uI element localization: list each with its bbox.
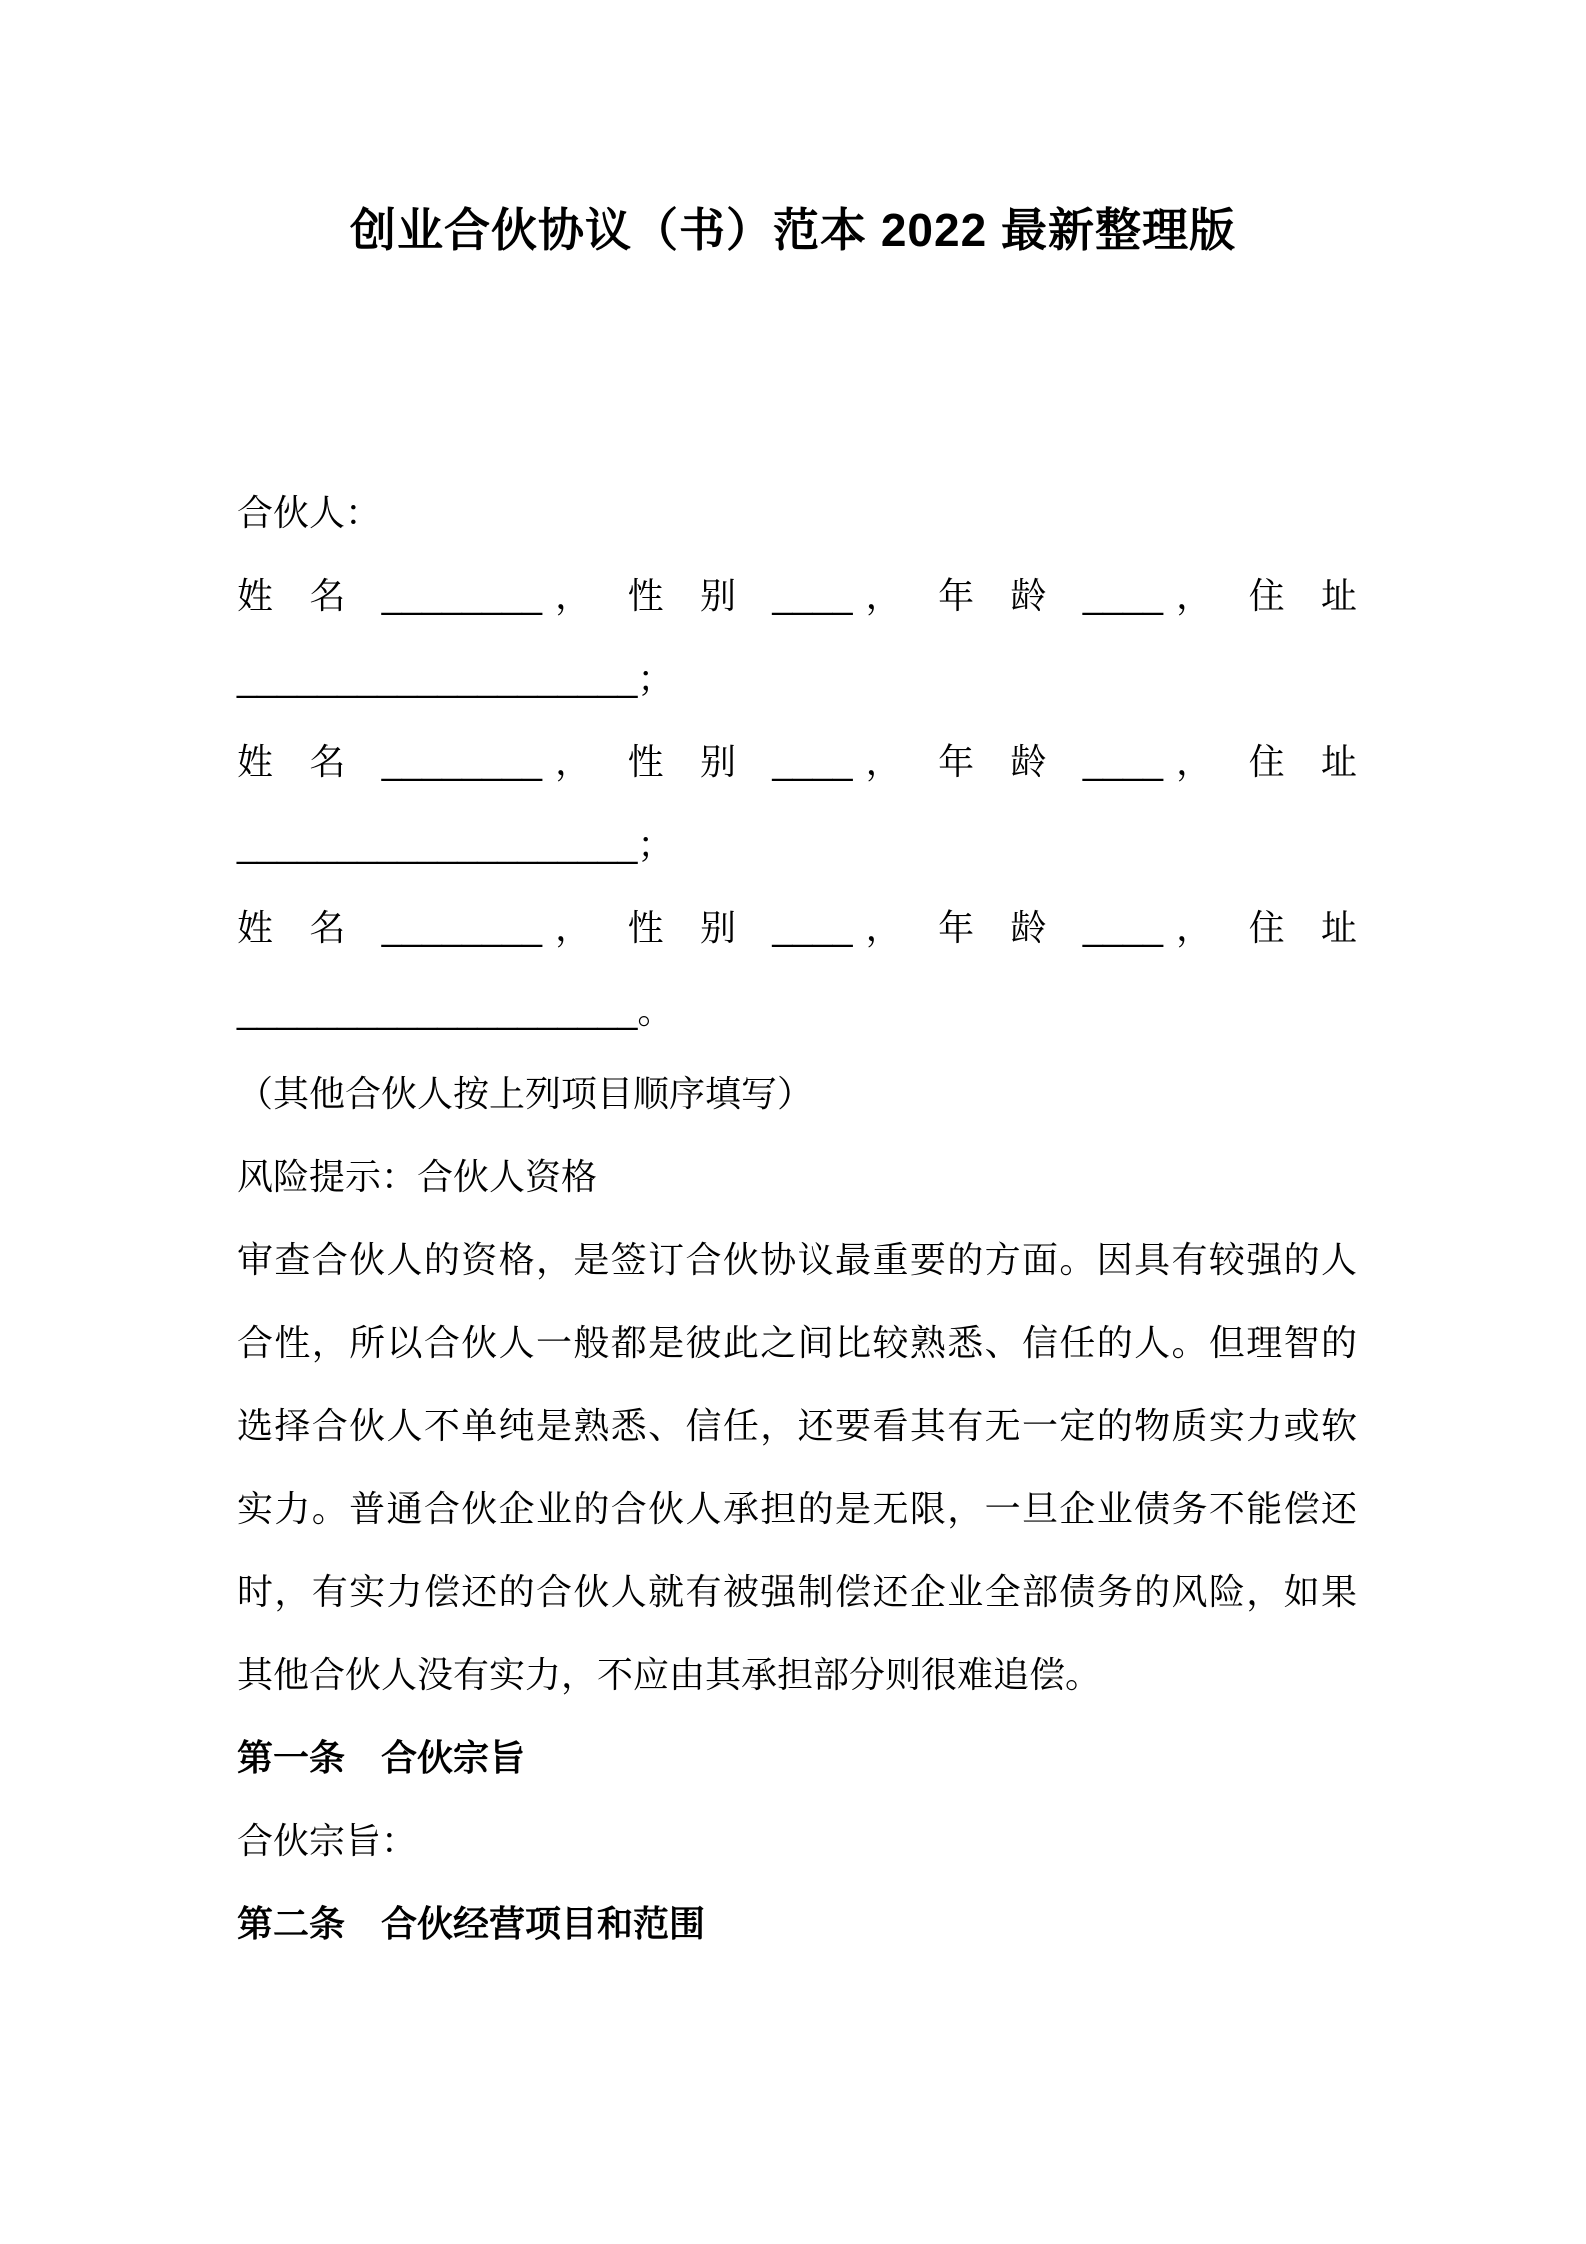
partner-address-blank-line: ____________________； xyxy=(237,658,674,699)
document-title: 创业合伙协议（书）范本 2022 最新整理版 xyxy=(350,204,1236,256)
risk-paragraph-line: 实力。普通合伙企业的合伙人承担的是无限，一旦企业债务不能偿还 xyxy=(237,1488,1357,1529)
article-1-heading: 第一条 合伙宗旨 xyxy=(237,1737,526,1778)
risk-paragraph-line: 其他合伙人没有实力，不应由其承担部分则很难追偿。 xyxy=(237,1654,1102,1695)
partner-info-line: 姓 名 ________， 性 别 ____， 年 龄 ____， 住 址 xyxy=(237,907,1357,948)
partner-info-line: 姓 名 ________， 性 别 ____， 年 龄 ____， 住 址 xyxy=(237,741,1357,782)
risk-paragraph-line: 合性，所以合伙人一般都是彼此之间比较熟悉、信任的人。但理智的 xyxy=(237,1322,1357,1363)
risk-paragraph-line: 审查合伙人的资格，是签订合伙协议最重要的方面。因具有较强的人 xyxy=(237,1239,1357,1280)
partner-address-blank-line: ____________________； xyxy=(237,824,674,865)
partner-info-line: 姓 名 ________， 性 别 ____， 年 龄 ____， 住 址 xyxy=(237,575,1357,616)
risk-paragraph-line: 选择合伙人不单纯是熟悉、信任，还要看其有无一定的物质实力或软 xyxy=(237,1405,1357,1446)
other-partners-note: （其他合伙人按上列项目顺序填写） xyxy=(237,1073,814,1114)
article-2-heading: 第二条 合伙经营项目和范围 xyxy=(237,1903,706,1944)
partners-label: 合伙人： xyxy=(237,492,382,533)
article-1-purpose-label: 合伙宗旨： xyxy=(237,1820,418,1861)
risk-paragraph-line: 时，有实力偿还的合伙人就有被强制偿还企业全部债务的风险，如果 xyxy=(237,1571,1357,1612)
document-body xyxy=(237,471,1357,1965)
partner-address-blank-line: ____________________。 xyxy=(237,990,674,1031)
risk-notice-title: 风险提示：合伙人资格 xyxy=(237,1156,598,1197)
